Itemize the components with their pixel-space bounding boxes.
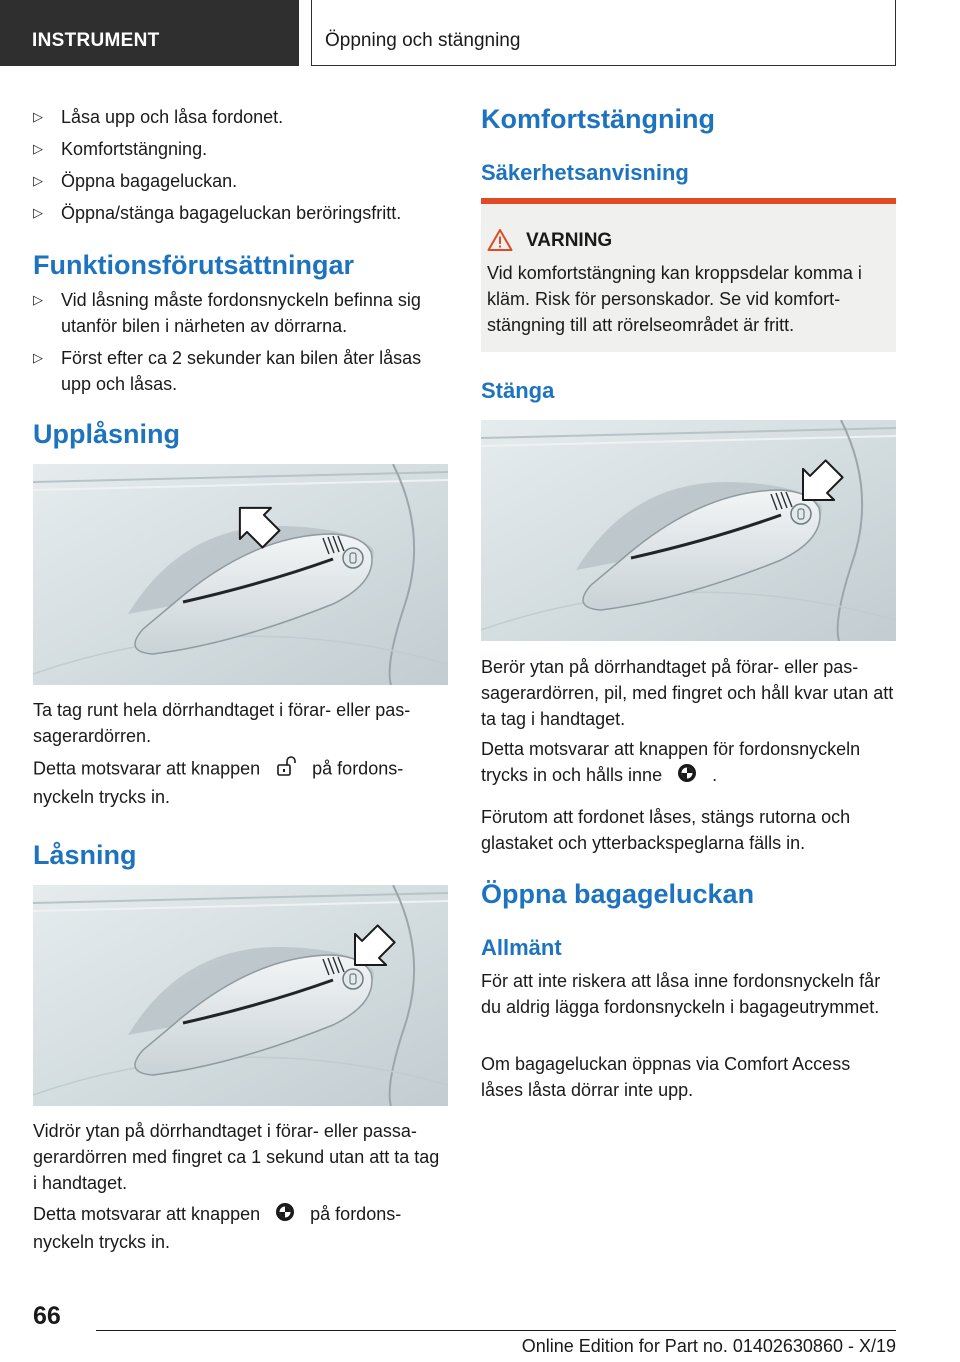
paragraph: Förutom att fordonet låses, stängs rutorna och glastaket och ytterbackspeglarna fälls in.: [481, 807, 851, 853]
door-handle-image: [33, 464, 448, 685]
heading-komfortstangning: Komfortstängning: [481, 104, 715, 134]
bullet-triangle-icon: ▷: [33, 292, 43, 307]
paragraph: Detta motsvarar att knappen på fordonsnyckeln trycks in.: [33, 755, 448, 810]
bullet-triangle-icon: ▷: [33, 350, 43, 365]
bullet-triangle-icon: ▷: [33, 205, 43, 220]
heading-oppna-bagageluckan: Öppna bagageluckan: [481, 879, 755, 909]
bullet-triangle-icon: ▷: [33, 141, 43, 156]
heading-sakerhetsanvisning: Säkerhetsanvisning: [481, 160, 689, 185]
list-item: ▷ Först efter ca 2 sekunder kan bilen åter låsas upp och låsas.: [33, 345, 448, 397]
warning-triangle-icon: [487, 228, 513, 252]
bullet-triangle-icon: ▷: [33, 109, 43, 124]
heading-funktionsforutsattningar: Funktionsförutsättningar: [33, 250, 354, 280]
paragraph: För att inte riskera att låsa inne fordonsnyckeln får du aldrig lägga fordonsnyckeln i bagageutrymmet.: [481, 971, 881, 1017]
door-handle-image: [481, 420, 896, 641]
door-handle-image: [33, 885, 448, 1106]
bullet-triangle-icon: ▷: [33, 173, 43, 188]
chapter-title: Öppning och stängning: [311, 0, 896, 66]
warning-box: [481, 198, 896, 352]
bmw-logo-key-icon: [275, 1202, 295, 1229]
warning-title: VARNING: [526, 230, 613, 251]
unlock-key-icon: [275, 755, 297, 784]
paragraph: Om bagageluckan öppnas via Comfort Access låses låsta dörrar inte upp.: [481, 1054, 851, 1100]
heading-stanga: Stänga: [481, 378, 555, 403]
section-title: INSTRUMENT: [0, 0, 299, 66]
paragraph: Ta tag runt hela dörrhandtaget i förar- eller passagerardörren.: [33, 700, 411, 746]
paragraph: Berör ytan på dörrhandtaget på förar- eller passagerardörren, pil, med fingret och håll kvar utan att ta tag i handtaget.: [481, 657, 894, 729]
warning-text: Vid komfortstängning kan kroppsdelar komma i kläm. Risk för personskador. Se vid komfortstängning till att rörelseområdet är fritt.: [487, 263, 862, 335]
paragraph: Detta motsvarar att knappen för fordonsnyckeln trycks in och hålls inne .: [481, 736, 896, 790]
heading-allmant: Allmänt: [481, 935, 562, 960]
bmw-logo-key-icon: [677, 763, 697, 790]
footer-divider: [96, 1330, 896, 1331]
page-number: 66: [33, 1302, 61, 1330]
paragraph: Vidrör ytan på dörrhandtaget i förar- eller passagerardörren med fingret ca 1 sekund utan att ta tag i handtaget.: [33, 1121, 440, 1193]
page-header: [0, 0, 960, 66]
paragraph: Detta motsvarar att knappen på fordonsnyckeln trycks in.: [33, 1201, 448, 1255]
footer-edition: Online Edition for Part no. 01402630860 - X/19: [521, 1336, 896, 1356]
heading-upplasning: Upplåsning: [33, 419, 180, 449]
heading-lasning: Låsning: [33, 840, 137, 870]
list-item: ▷ Vid låsning måste fordonsnyckeln befinna sig utanför bilen i närheten av dörrarna.: [33, 287, 448, 339]
